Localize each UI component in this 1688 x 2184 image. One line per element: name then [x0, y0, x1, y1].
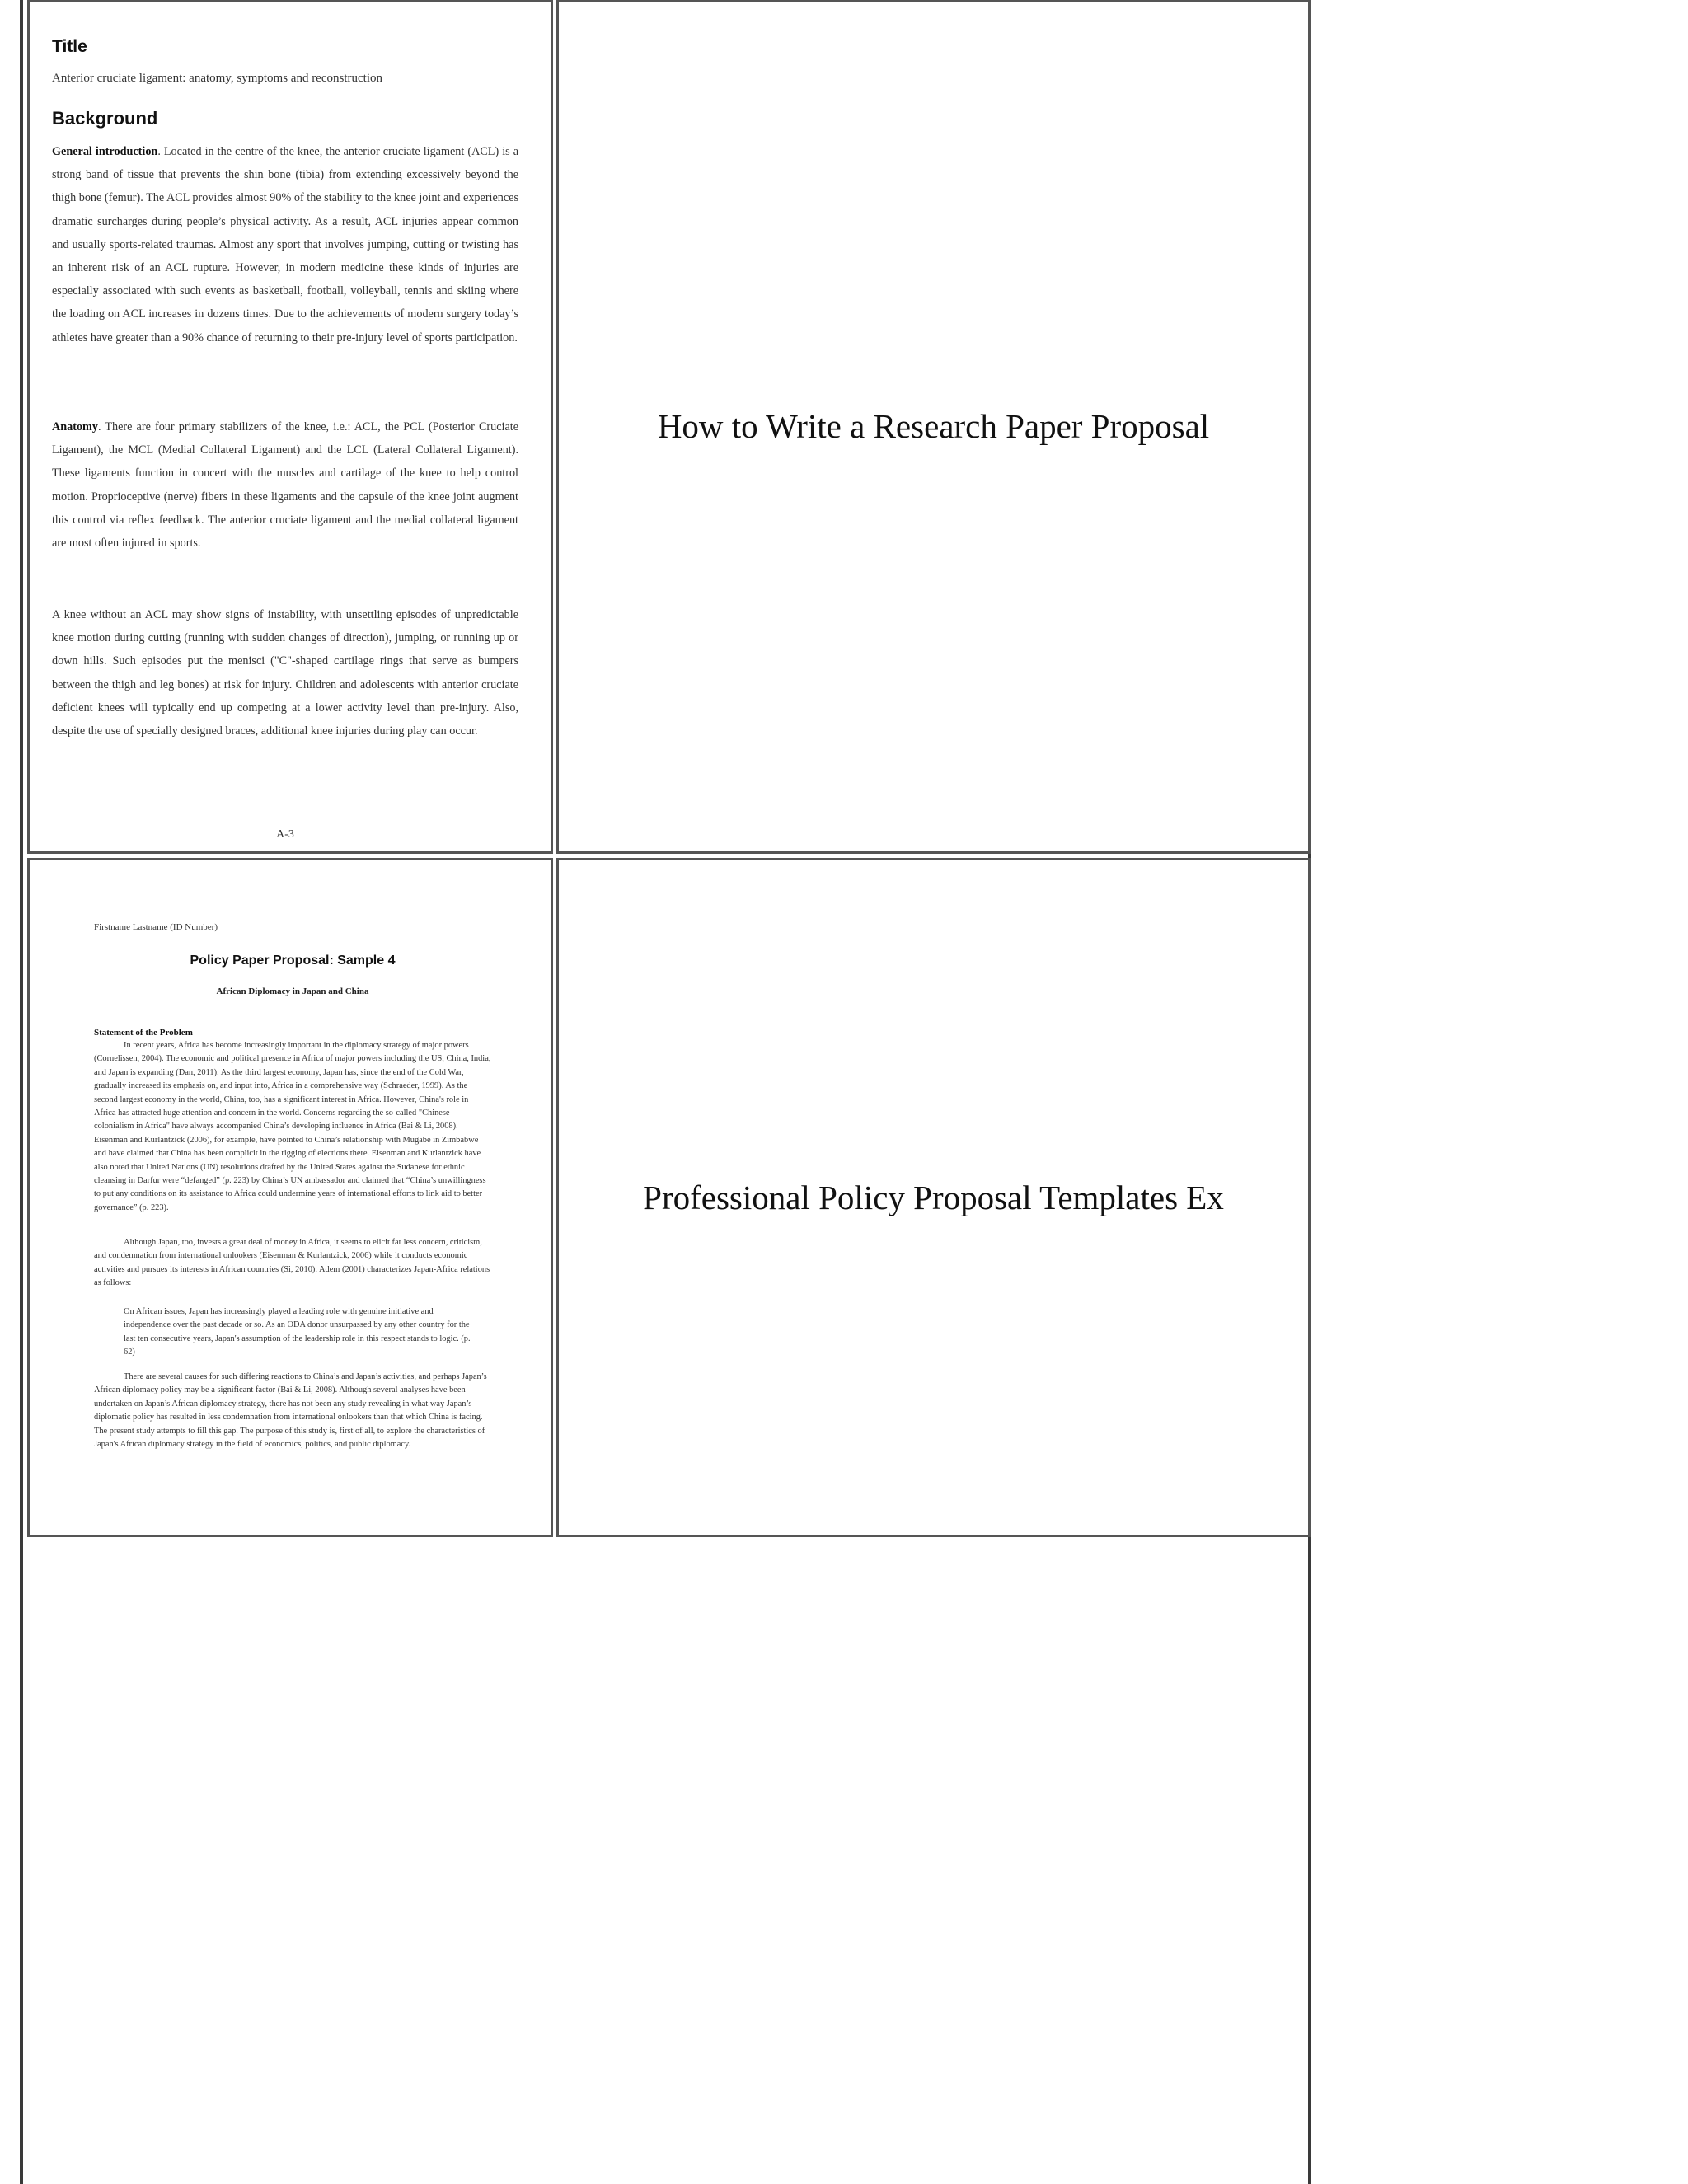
page-number: A-3: [276, 828, 294, 841]
problem-paragraph-1: In recent years, Africa has become increasingly important in the diplomacy strategy of major powers (Cornelissen, 2004). The economic and political presence in Africa of major powers including the US, China, India, and Japan is expanding (Dan, 2011). As the third largest economy, Japan has, since the end of the Cold War, gradually increased its emphasis on, and input into, Africa in a comprehensive way (Schraeder, 1999). As the second largest economy in the world, China, too, has a significant interest in Africa. However, China's role in Africa has attracted huge attention and concern in the world. Concerns regarding the so-called "Chinese colonialism in Africa" have always accompanied China’s developing influence in Africa (Bai & Li, 2008). Eisenman and Kurlantzick (2006), for example, have pointed to China’s relationship with Mugabe in Zimbabwe and have claimed that China has been complicit in the rigging of elections there. Eisenman and Kurlantzick have also noted that United Nations (UN) resolutions drafted by the United States against the Sudanese for ethnic cleansing in Darfur were “defanged” (p. 223) by China’s UN ambassador and claimed that “China’s unwillingness to put any conditions on its assistance to Africa could undermine years of international efforts to link aid to better governance” (p. 223).: [94, 1041, 491, 1212]
paragraph-lead: General introduction: [52, 145, 158, 158]
general-introduction-paragraph: [52, 140, 518, 349]
policy-subtitle: African Diplomacy in Japan and China: [216, 987, 369, 996]
author-line: Firstname Lastname (ID Number): [94, 922, 218, 932]
paragraph-lead: Anatomy: [52, 420, 98, 434]
research-proposal-caption-cell[interactable]: [556, 0, 1311, 854]
problem-paragraph-2: Although Japan, too, invests a great deal of money in Africa, it seems to elicit far less concern, criticism, and condemnation from international onlookers (Eisenman & Kurlantzick, 2006) while it conducts economic activities and pursues its interests in African countries (Si, 2010). Adem (2001) characterizes Japan-Africa relations as follows:: [94, 1238, 490, 1288]
acl-proposal-thumbnail[interactable]: [27, 0, 553, 854]
paragraph-text: . There are four primary stabilizers of the knee, i.e.: ACL, the PCL (Posterior Cruciate Ligament), the MCL (Medial Collateral Ligament) and the LCL (Lateral Collateral Ligament). These ligaments function in concert with the muscles and cartilage of the knee to help control motion. Proprioceptive (nerve) fibers in these ligaments and the capsule of the knee joint augment this control via reflex feedback. The anterior cruciate ligament and the medial collateral ligament are most often injured in sports.: [52, 420, 518, 551]
policy-templates-caption-cell[interactable]: [556, 858, 1311, 1537]
paragraph-text: . Located in the centre of the knee, the anterior cruciate ligament (ACL) is a strong band of tissue that prevents the shin bone (tibia) from extending excessively beyond the thigh bone (femur). The ACL provides almost 90% of the stability to the knee joint and experiences dramatic surcharges during people’s physical activity. As a result, ACL injuries appear common and usually sports-related traumas. Almost any sport that involves jumping, cutting or twisting has an inherent risk of an ACL rupture. However, in modern medicine these kinds of injuries are especially associated with such events as basketball, football, volleyball, tennis and skiing where the loading on ACL increases in dozens times. Due to the achievements of modern surgery today’s athletes have greater than a 90% chance of returning to their pre-injury level of sports participation.: [52, 145, 519, 344]
instability-paragraph: A knee without an ACL may show signs of instability, with unsettling episodes of unpredictable knee motion during cutting (running with sudden changes of direction), jumping, or running up or down hills. Such episodes put the menisci ("C"-shaped cartilage rings that serve as bumpers between the thigh and leg bones) at risk for injury. Children and adolescents with anterior cruciate deficient knees will typically end up competing at a lower activity level than pre-injury. Also, despite the use of specially designed braces, additional knee injuries during play can occur.: [52, 608, 518, 738]
policy-proposal-thumbnail[interactable]: [27, 858, 553, 1537]
section-heading: Statement of the Problem: [94, 1028, 193, 1038]
title-text: Anterior cruciate ligament: anatomy, symptoms and reconstruction: [52, 72, 382, 85]
block-quote: On African issues, Japan has increasingly played a leading role with genuine initiative and independence over the past decade or so. As an ODA donor unsurpassed by any other country for the last ten consecutive years, Japan's assumption of the leadership role in this respect stands to logic. (p. 62): [124, 1307, 471, 1357]
policy-templates-caption[interactable]: Professional Policy Proposal Templates Ex: [643, 1179, 1224, 1216]
background-heading: Background: [52, 108, 158, 129]
problem-paragraph-3: There are several causes for such differing reactions to China’s and Japan’s activities, and perhaps Japan’s African diplomacy policy may be a significant factor (Bai & Li, 2008). Although several analyses have been undertaken on Japan’s African diplomacy strategy, there has not been any study revealing in what way Japan’s diplomatic policy has resulted in less condemnation from international onlookers than that which China is facing. The present study attempts to fill this gap. The purpose of this study is, first of all, to explore the characteristics of Japan's African diplomacy strategy in the field of economics, politics, and public diplomacy.: [94, 1372, 487, 1450]
research-proposal-caption[interactable]: How to Write a Research Paper Proposal: [657, 407, 1210, 445]
anatomy-paragraph: [52, 415, 518, 555]
title-heading: Title: [52, 37, 87, 56]
policy-title: Policy Paper Proposal: Sample 4: [190, 954, 396, 968]
